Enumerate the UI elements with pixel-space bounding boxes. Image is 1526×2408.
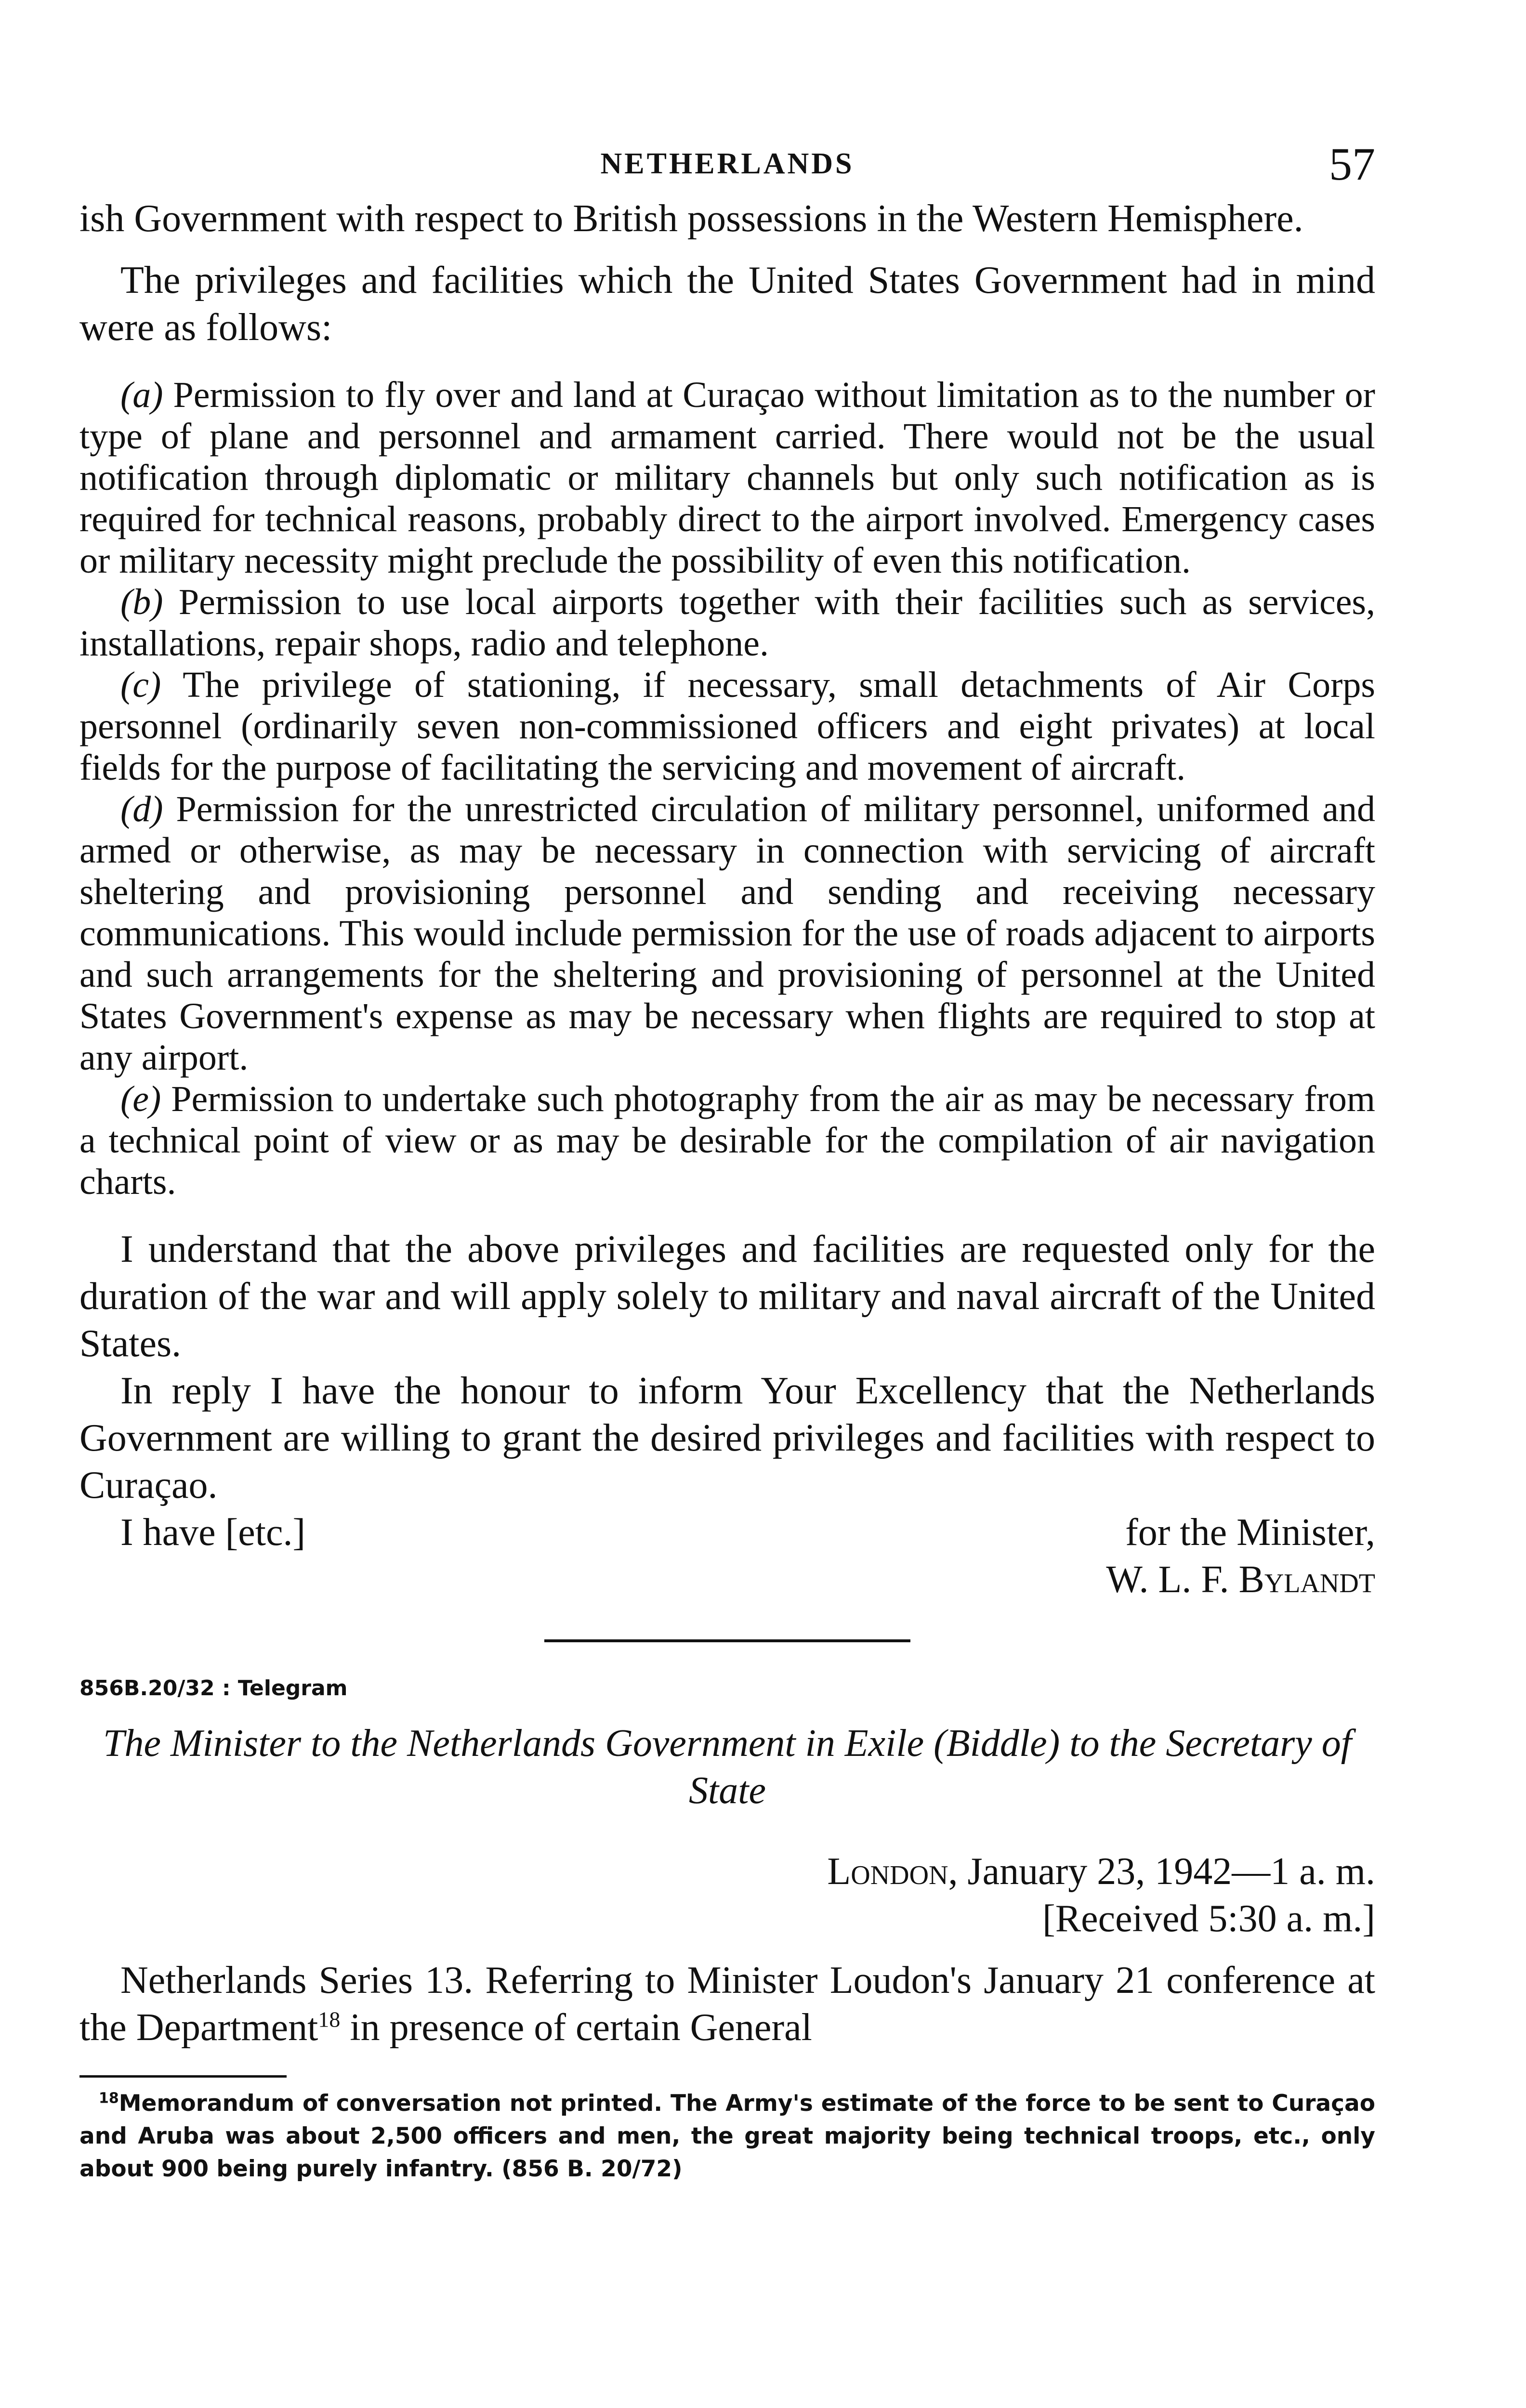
document-title: The Minister to the Netherlands Government in Exile (Biddle) to the Secretary of State (103, 1722, 1352, 1812)
page-header (79, 137, 1375, 195)
privileges-intro: The privileges and facilities which the United States Government had in mind were as follows: (79, 259, 1375, 349)
list-item (79, 1078, 1375, 1203)
file-reference: 856B.20/32 : Telegram (79, 1676, 348, 1701)
footnote-mark: 18 (99, 2090, 119, 2107)
item-letter: (a) (120, 375, 163, 415)
footnote (79, 2087, 1375, 2186)
running-title: NETHERLANDS (600, 147, 855, 180)
footnote-reference: 18 (318, 2007, 341, 2032)
item-letter: (b) (120, 582, 163, 622)
received-time: [Received 5:30 a. m.] (1042, 1898, 1375, 1940)
list-item (79, 374, 1375, 581)
reply-paragraph: In reply I have the honour to inform Your Excellency that the Netherlands Government are willing to grant the desired privileges and facilities with respect to Curaçao. (79, 1370, 1375, 1506)
list-item (79, 788, 1375, 1078)
opening-continuation: ish Government with respect to British possessions in the Western Hemisphere. (79, 197, 1303, 240)
item-letter: (d) (120, 789, 163, 829)
item-text: Permission to undertake such photography from the air as may be necessary from a technical point of view or as may be desirable for the compilation of air navigation charts. (79, 1079, 1375, 1202)
item-letter: (e) (120, 1079, 161, 1119)
understanding-paragraph: I understand that the above privileges and facilities are requested only for the duration of the war and will apply solely to military and naval aircraft of the United States. (79, 1228, 1375, 1365)
closing-row (79, 1509, 1375, 1556)
list-item (79, 664, 1375, 788)
footnote-rule (79, 2075, 287, 2078)
dateline-time: January 23, 1942—1 a. m. (958, 1850, 1375, 1893)
dateline-place: London, (827, 1850, 958, 1893)
list-item (79, 581, 1375, 664)
item-text: Permission to fly over and land at Curaçao without limitation as to the number or type of plane and personnel and armament carried. There would not be the usual notification through diplomatic or military channels but only such notification as is required for technical reasons, probably direct to the airport involved. Emergency cases or military necessity might preclude the possibility of even this notification. (79, 375, 1375, 581)
section-separator (544, 1639, 910, 1642)
item-text: The privilege of stationing, if necessary, small detachments of Air Corps personnel (ordinarily seven non-commissioned officers and eight privates) at local fields for the purpose of facilitating the servicing and movement of aircraft. (79, 665, 1375, 788)
privileges-list (79, 374, 1375, 1203)
item-text: Permission for the unrestricted circulation of military personnel, uniformed and armed or otherwise, as may be necessary in connection with servicing of aircraft sheltering and provisioning personnel and sending and receiving necessary communications. This would include permission for the use of roads adjacent to airports and such arrangements for the sheltering and provisioning of personnel at the United States Government's expense as may be necessary when flights are required to stop at any airport. (79, 789, 1375, 1078)
document-page (79, 137, 1375, 2186)
page-number: 57 (1329, 138, 1375, 190)
dateline (79, 1848, 1375, 1895)
item-letter: (c) (120, 665, 161, 705)
footnote-text: Memorandum of conversation not printed. The Army's estimate of the force to be sent to Curaçao and Aruba was about 2,500 officers and men, the great majority being technical troops, etc., only about 900 being purely infantry. (856 B. 20/72) (79, 2090, 1375, 2182)
telegram-body: Netherlands Series 13. Referring to Minister Loudon's January 21 conference at the Department$^{18}$ in presence of certain General (79, 1959, 1375, 2049)
signature: W. L. F. Bylandt (1106, 1558, 1375, 1601)
item-text: Permission to use local airports together with their facilities such as services, installations, repair shops, radio and telephone. (79, 582, 1376, 664)
for-minister: for the Minister, (1125, 1511, 1375, 1554)
salutation: I have [etc.] (120, 1511, 306, 1554)
